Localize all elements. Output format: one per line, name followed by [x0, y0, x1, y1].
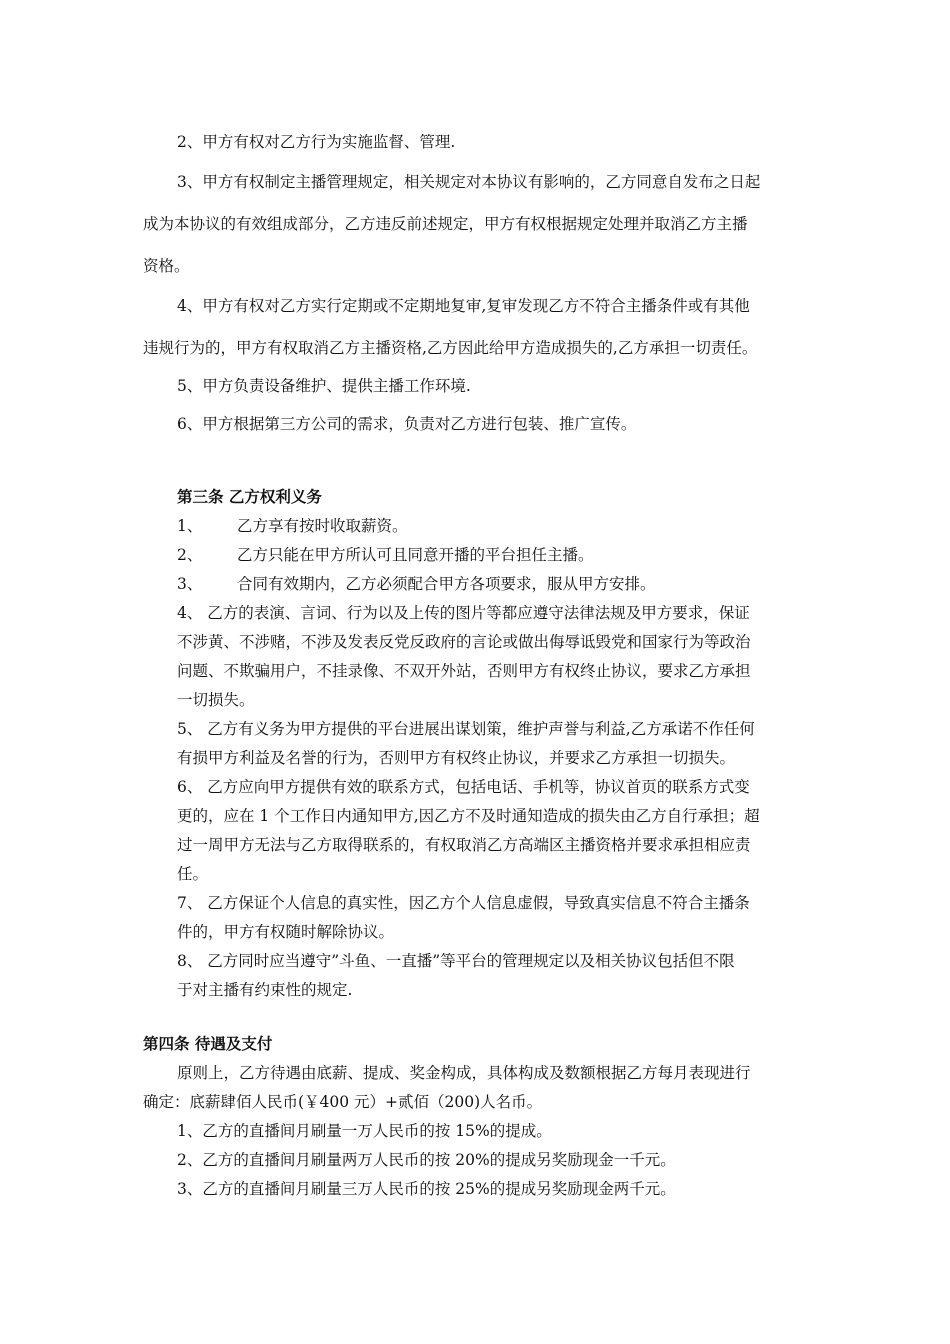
article-4-line: 3、乙方的直播间月刷量三万人民币的按 25%的提成另奖励现金两千元。	[177, 1180, 676, 1198]
article-3-line: 6、 乙方应向甲方提供有效的联系方式，包括电话、手机等，协议首页的联系方式变	[177, 778, 750, 796]
clause-2-4-cont: 违规行为的，甲方有权取消乙方主播资格,乙方因此给甲方造成损失的,乙方承担一切责任。	[143, 339, 758, 357]
clause-2-5: 5、甲方负责设备维护、提供主播工作环境.	[177, 377, 471, 395]
article-3-line: 7、 乙方保证个人信息的真实性，因乙方个人信息虚假，导致真实信息不符合主播条	[177, 894, 750, 912]
article-4-line: 原则上，乙方待遇由底薪、提成、奖金构成，具体构成及数额根据乙方每月表现进行	[177, 1064, 751, 1082]
article-4-line: 1、乙方的直播间月刷量一万人民币的按 15%的提成。	[177, 1122, 552, 1140]
article-3-heading: 第三条 乙方权利义务	[177, 487, 322, 506]
article-3-item-2-text: 乙方只能在甲方所认可且同意开播的平台担任主播。	[237, 546, 594, 564]
article-3-line: 于对主播有约束性的规定.	[177, 981, 353, 999]
article-3-line: 一切损失。	[177, 691, 255, 709]
clause-2-6: 6、甲方根据第三方公司的需求，负责对乙方进行包装、推广宣传。	[177, 415, 637, 433]
clause-2-3-cont: 资格。	[143, 257, 190, 275]
article-3-item-2-num: 2、	[177, 546, 203, 564]
clause-2-3-cont: 成为本协议的有效组成部分，乙方违反前述规定，甲方有权根据规定处理并取消乙方主播	[143, 215, 748, 233]
article-3-item-3-text: 合同有效期内，乙方必须配合甲方各项要求，服从甲方安排。	[237, 575, 656, 593]
article-3-line: 有损甲方利益及名誉的行为，否则甲方有权终止协议，并要求乙方承担一切损失。	[177, 749, 736, 767]
article-4-heading: 第四条 待遇及支付	[143, 1034, 273, 1053]
article-4-line: 2、乙方的直播间月刷量两万人民币的按 20%的提成另奖励现金一千元。	[177, 1151, 676, 1169]
article-3-line: 任。	[177, 865, 209, 883]
article-3-line: 问题、不欺骗用户，不挂录像、不双开外站，否则甲方有权终止协议，要求乙方承担	[177, 662, 751, 680]
article-3-item-3-num: 3、	[177, 575, 203, 593]
clause-2-2: 2、甲方有权对乙方行为实施监督、管理.	[177, 133, 456, 151]
article-3-line: 过一周甲方无法与乙方取得联系的，有权取消乙方高端区主播资格并要求承担相应责	[177, 836, 751, 854]
clause-2-3: 3、甲方有权制定主播管理规定，相关规定对本协议有影响的，乙方同意自发布之日起	[177, 173, 761, 191]
article-3-line: 8、 乙方同时应当遵守”斗鱼、一直播”等平台的管理规定以及相关协议包括但不限	[177, 952, 735, 970]
article-3-line: 更的，应在 1 个工作日内通知甲方,因乙方不及时通知造成的损失由乙方自行承担；超	[177, 807, 760, 825]
article-3-line: 件的，甲方有权随时解除协议。	[177, 923, 395, 941]
article-3-line: 4、 乙方的表演、言词、行为以及上传的图片等都应遵守法律法规及甲方要求，保证	[177, 604, 750, 622]
article-3-line: 不涉黄、不涉赌，不涉及发表反党反政府的言论或做出侮辱诋毁党和国家行为等政治	[177, 633, 751, 651]
article-4-line: 确定：底薪肆佰人民币(￥400 元）+贰佰（200)人名币。	[143, 1093, 543, 1111]
article-3-line: 5、 乙方有义务为甲方提供的平台进展出谋划策，维护声誉与利益,乙方承诺不作任何	[177, 720, 755, 738]
clause-2-4: 4、甲方有权对乙方实行定期或不定期地复审,复审发现乙方不符合主播条件或有其他	[177, 297, 750, 315]
article-3-item-1-num: 1、	[177, 517, 203, 535]
article-3-item-1-text: 乙方享有按时收取薪资。	[237, 517, 408, 535]
